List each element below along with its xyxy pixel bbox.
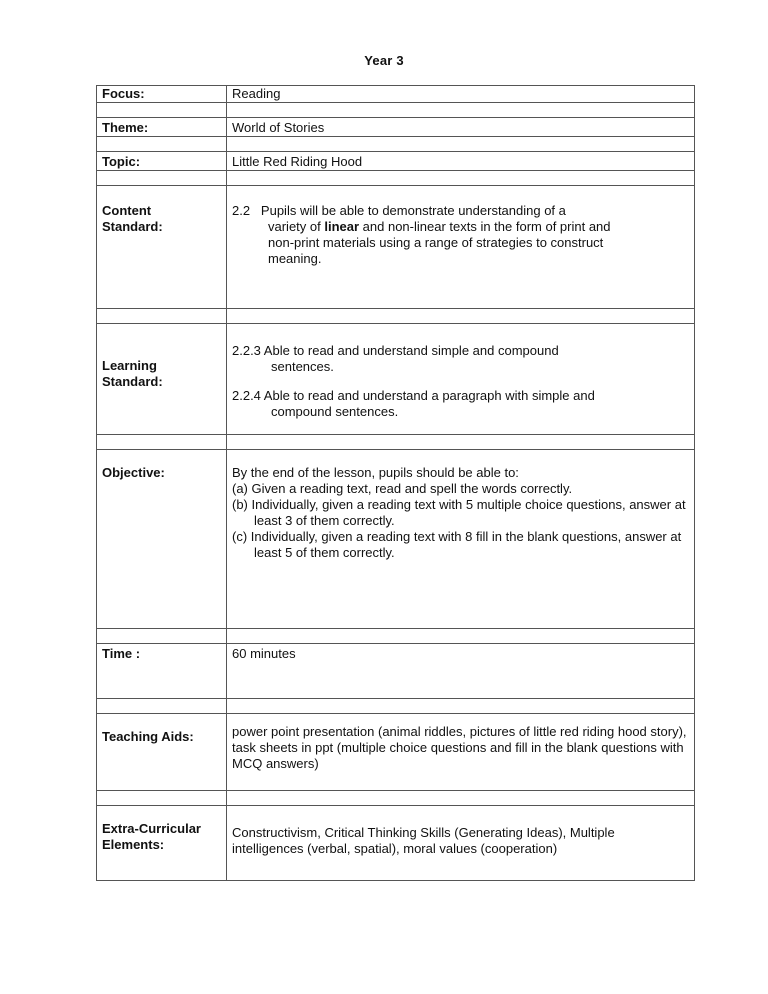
objective-item: (b) Individually, given a reading text with 5 multiple choice questions, answer at least 3 of them correctly. (232, 497, 686, 528)
content-standard-text-line2-post: and non-linear texts in the form of print and (359, 219, 611, 234)
focus-value: Reading (227, 86, 695, 103)
theme-label: Theme: (97, 118, 227, 137)
content-standard-number: 2.2 (232, 203, 251, 218)
focus-row (97, 86, 695, 103)
learning-standard-item2-line2: compound sentences. (271, 404, 399, 419)
objective-row (97, 450, 695, 629)
content-standard-text-line4: meaning. (268, 251, 322, 266)
extra-curricular-value: Constructivism, Critical Thinking Skills (Generating Ideas), Multiple intelligences (verbal, spatial), moral values (cooperation) (227, 806, 695, 881)
teaching-aids-row (97, 714, 695, 791)
content-standard-label (97, 186, 227, 309)
content-standard-label-line2: Standard: (102, 219, 163, 234)
learning-standard-value (227, 324, 695, 435)
page-title: Year 3 (364, 53, 404, 68)
spacer-row (97, 791, 695, 806)
teaching-aids-value: power point presentation (animal riddles, pictures of little red riding hood story), task sheets in ppt (multiple choice questions and fill in the blank questions with MCQ answers) (227, 714, 695, 791)
time-row (97, 644, 695, 699)
learning-standard-item1-line1: 2.2.3 Able to read and understand simple and compound (232, 343, 559, 358)
time-label: Time : (97, 644, 227, 699)
spacer-row (97, 629, 695, 644)
content-standard-value (227, 186, 695, 309)
content-standard-text-line1: Pupils will be able to demonstrate understanding of a (260, 203, 566, 218)
spacer-row (97, 103, 695, 118)
extra-curricular-label-line2: Elements: (102, 837, 165, 852)
content-standard-row (97, 186, 695, 309)
learning-standard-label (97, 324, 227, 435)
objective-intro: By the end of the lesson, pupils should be able to: (232, 465, 519, 480)
theme-value: World of Stories (227, 118, 695, 137)
time-value: 60 minutes (227, 644, 695, 699)
lesson-plan-table (96, 85, 695, 881)
theme-row (97, 118, 695, 137)
extra-curricular-label-line1: Extra-Curricular (102, 821, 201, 836)
topic-value: Little Red Riding Hood (227, 152, 695, 171)
content-standard-bold-term: linear (324, 219, 360, 234)
learning-standard-item2-line1: 2.2.4 Able to read and understand a paragraph with simple and (232, 388, 595, 403)
extra-curricular-row (97, 806, 695, 881)
objective-label: Objective: (97, 450, 227, 629)
extra-curricular-label (97, 806, 227, 881)
content-standard-text-line3: non-print materials using a range of strategies to construct (268, 235, 604, 250)
learning-standard-label-line2: Standard: (102, 374, 163, 389)
spacer-row (97, 435, 695, 450)
spacer-row (97, 171, 695, 186)
objective-item: (a) Given a reading text, read and spell the words correctly. (232, 481, 573, 496)
content-standard-label-line1: Content (102, 203, 152, 218)
focus-label: Focus: (97, 86, 227, 103)
topic-row (97, 152, 695, 171)
topic-label: Topic: (97, 152, 227, 171)
content-standard-text-line2-pre: variety of (268, 219, 325, 234)
objective-item: (c) Individually, given a reading text with 8 fill in the blank questions, answer at least 5 of them correctly. (232, 529, 682, 560)
teaching-aids-label: Teaching Aids: (97, 714, 227, 791)
spacer-row (97, 137, 695, 152)
spacer-row (97, 309, 695, 324)
spacer-row (97, 699, 695, 714)
learning-standard-item1-line2: sentences. (271, 359, 334, 374)
learning-standard-row (97, 324, 695, 435)
objective-value (227, 450, 695, 629)
learning-standard-label-line1: Learning (102, 358, 157, 373)
